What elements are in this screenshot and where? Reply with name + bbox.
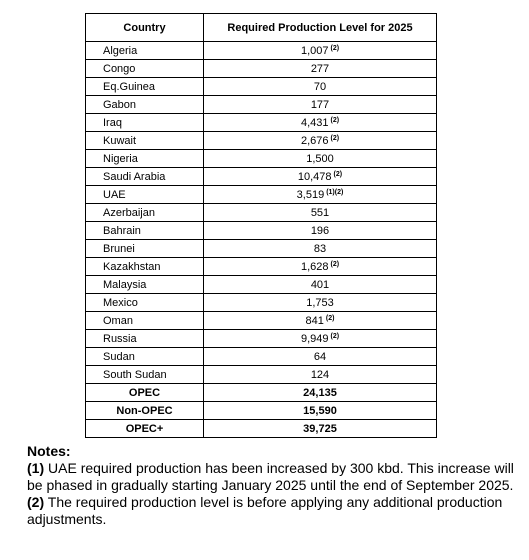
table-row — [86, 240, 437, 258]
production-cell — [204, 240, 437, 258]
table-row — [86, 330, 437, 348]
notes-title: Notes: — [27, 443, 71, 459]
production-value: 3,519 — [296, 188, 325, 201]
country-cell: Russia — [86, 330, 204, 348]
production-cell — [204, 42, 437, 60]
footnote-marker: (2) — [330, 134, 340, 142]
production-cell — [204, 96, 437, 114]
production-value: 401 — [310, 278, 330, 291]
production-value: 2,676 — [300, 134, 329, 147]
notes-section — [27, 443, 517, 528]
production-value: 70 — [313, 80, 327, 93]
note-2 — [27, 494, 517, 528]
total-value-cell: 15,590 — [204, 402, 437, 420]
production-cell — [204, 186, 437, 204]
country-cell: Kazakhstan — [86, 258, 204, 276]
total-label-cell: Non-OPEC — [86, 402, 204, 420]
footnote-marker: (2) — [330, 332, 340, 340]
production-cell — [204, 60, 437, 78]
country-cell: Nigeria — [86, 150, 204, 168]
production-table — [85, 13, 437, 438]
production-cell — [204, 366, 437, 384]
production-value: 4,431 — [300, 116, 329, 129]
country-cell: South Sudan — [86, 366, 204, 384]
production-value: 1,753 — [306, 296, 334, 309]
country-cell: Eq.Guinea — [86, 78, 204, 96]
production-cell — [204, 150, 437, 168]
footnote-marker: (2) — [330, 260, 340, 268]
total-label-cell: OPEC+ — [86, 420, 204, 438]
table-row — [86, 366, 437, 384]
production-cell — [204, 222, 437, 240]
table-row — [86, 78, 437, 96]
footnote-marker: (1)(2) — [326, 188, 344, 196]
production-cell — [204, 168, 437, 186]
table-header-row — [86, 14, 437, 42]
table-row — [86, 132, 437, 150]
country-cell: Congo — [86, 60, 204, 78]
total-row — [86, 420, 437, 438]
note-2-text: The required production level is before applying any additional production adjustments. — [27, 494, 503, 527]
total-value-cell: 24,135 — [204, 384, 437, 402]
footnote-marker: (2) — [333, 170, 343, 178]
table-row — [86, 114, 437, 132]
note-1-ref: (1) — [27, 460, 45, 476]
production-cell — [204, 132, 437, 150]
production-value: 83 — [313, 242, 327, 255]
production-cell — [204, 348, 437, 366]
country-cell: Algeria — [86, 42, 204, 60]
total-row — [86, 384, 437, 402]
table-row — [86, 168, 437, 186]
country-cell: Sudan — [86, 348, 204, 366]
country-cell: Kuwait — [86, 132, 204, 150]
table-row — [86, 150, 437, 168]
production-value: 64 — [313, 350, 327, 363]
table-row — [86, 312, 437, 330]
country-cell: Brunei — [86, 240, 204, 258]
column-header-country: Country — [86, 14, 204, 42]
country-cell: UAE — [86, 186, 204, 204]
production-cell — [204, 204, 437, 222]
total-label-cell: OPEC — [86, 384, 204, 402]
country-cell: Bahrain — [86, 222, 204, 240]
country-cell: Gabon — [86, 96, 204, 114]
production-value: 551 — [310, 206, 330, 219]
production-value: 1,628 — [300, 260, 329, 273]
production-cell — [204, 312, 437, 330]
production-value: 9,949 — [300, 332, 329, 345]
table-row — [86, 204, 437, 222]
production-value: 277 — [310, 62, 330, 75]
table-row — [86, 258, 437, 276]
production-cell — [204, 78, 437, 96]
column-header-production: Required Production Level for 2025 — [204, 14, 437, 42]
table-row — [86, 276, 437, 294]
footnote-marker: (2) — [325, 314, 335, 322]
country-cell: Mexico — [86, 294, 204, 312]
note-2-ref: (2) — [27, 494, 45, 510]
table-row — [86, 222, 437, 240]
production-value: 10,478 — [297, 170, 332, 183]
table-row — [86, 96, 437, 114]
footnote-marker: (2) — [330, 116, 340, 124]
production-cell — [204, 114, 437, 132]
country-cell: Azerbaijan — [86, 204, 204, 222]
production-cell — [204, 258, 437, 276]
country-cell: Oman — [86, 312, 204, 330]
country-cell: Malaysia — [86, 276, 204, 294]
production-value: 124 — [310, 368, 330, 381]
production-value: 196 — [310, 224, 330, 237]
footnote-marker: (2) — [330, 44, 340, 52]
total-value-cell: 39,725 — [204, 420, 437, 438]
production-value: 1,007 — [300, 44, 329, 57]
table-row — [86, 348, 437, 366]
table-row — [86, 186, 437, 204]
production-value: 177 — [310, 98, 330, 111]
note-1-text: UAE required production has been increased by 300 kbd. This increase will be phased in gradually starting January 2025 until the end of September 2025. — [27, 460, 514, 493]
table-row — [86, 60, 437, 78]
country-cell: Saudi Arabia — [86, 168, 204, 186]
production-cell — [204, 294, 437, 312]
note-1 — [27, 460, 517, 494]
table-body — [86, 42, 437, 438]
table-row — [86, 42, 437, 60]
production-value: 1,500 — [306, 152, 334, 165]
total-row — [86, 402, 437, 420]
production-value: 841 — [305, 314, 324, 327]
country-cell: Iraq — [86, 114, 204, 132]
table-row — [86, 294, 437, 312]
production-cell — [204, 276, 437, 294]
production-cell — [204, 330, 437, 348]
